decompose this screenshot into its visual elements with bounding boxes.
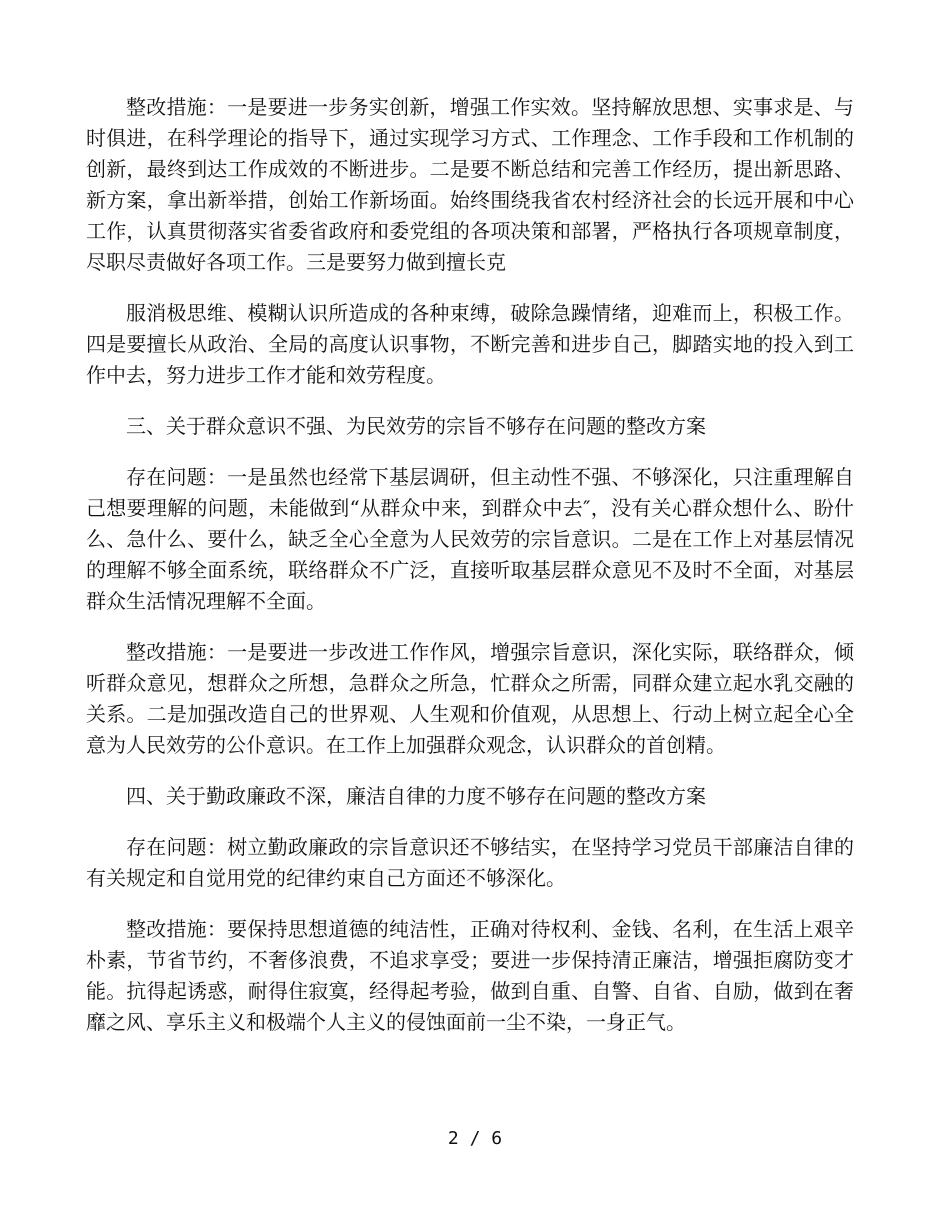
paragraph-existing-problems-3: 存在问题：一是虽然也经常下基层调研，但主动性不强、不够深化，只注重理解自己想要理解的问题，未能做到“从群众中来，到群众中去″，没有关心群众想什么、盼什么、急什么、要什么，缺乏全心全意为人民效劳的宗旨意识。二是在工作上对基层情况的理解不够全面系统，联络群众不广泛，直接听取基层群众意见不及时不全面，对基层群众生活情况理解不全面。 <box>86 465 854 613</box>
document-body <box>86 92 854 1058</box>
section-heading-3: 三、关于群众意识不强、为民效劳的宗旨不够存在问题的整改方案 <box>126 414 706 438</box>
page-number: 2 / 6 <box>447 1128 503 1149</box>
paragraph-rectification-measures-4: 整改措施：要保持思想道德的纯洁性，正确对待权利、金钱、名利，在生活上艰辛朴素，节省节约，不奢侈浪费，不追求享受；要进一步保持清正廉洁，增强拒腐防变才能。抗得起诱惑，耐得住寂寞，经得起考验，做到自重、自警、自省、自励，做到在奢靡之风、享乐主义和极端个人主义的侵蚀面前一尘不染，一身正气。 <box>86 917 854 1034</box>
paragraph-rectification-measures-1: 整改措施：一是要进一步务实创新，增强工作实效。坚持解放思想、实事求是、与时俱进，在科学理论的指导下，通过实现学习方式、工作理念、工作手段和工作机制的创新，最终到达工作成效的不断进步。二是要不断总结和完善工作经历，提出新思路、新方案，拿出新举措，创始工作新场面。始终围绕我省农村经济社会的长远开展和中心工作，认真贯彻落实省委省政府和委党组的各项决策和部署，严格执行各项规章制度，尽职尽责做好各项工作。三是要努力做到擅长克 <box>86 95 854 274</box>
paragraph-rectification-measures-3: 整改措施：一是要进一步改进工作作风，增强宗旨意识，深化实际，联络群众，倾听群众意见，想群众之所想，急群众之所急，忙群众之所需，同群众建立起水乳交融的关系。二是加强改造自己的世界观、人生观和价值观，从思想上、行动上树立起全心全意为人民效劳的公仆意识。在工作上加强群众观念，认识群众的首创精。 <box>86 640 854 757</box>
section-heading-4: 四、关于勤政廉政不深，廉洁自律的力度不够存在问题的整改方案 <box>126 784 706 808</box>
paragraph-existing-problems-4: 存在问题：树立勤政廉政的宗旨意识还不够结实，在坚持学习党员干部廉洁自律的有关规定和自觉用党的纪律约束自己方面还不够深化。 <box>86 835 854 890</box>
paragraph-rectification-measures-1-continued: 服消极思维、模糊认识所造成的各种束缚，破除急躁情绪，迎难而上，积极工作。四是要擅长从政治、全局的高度认识事物，不断完善和进步自己，脚踏实地的投入到工作中去，努力进步工作才能和效劳程度。 <box>86 301 854 387</box>
